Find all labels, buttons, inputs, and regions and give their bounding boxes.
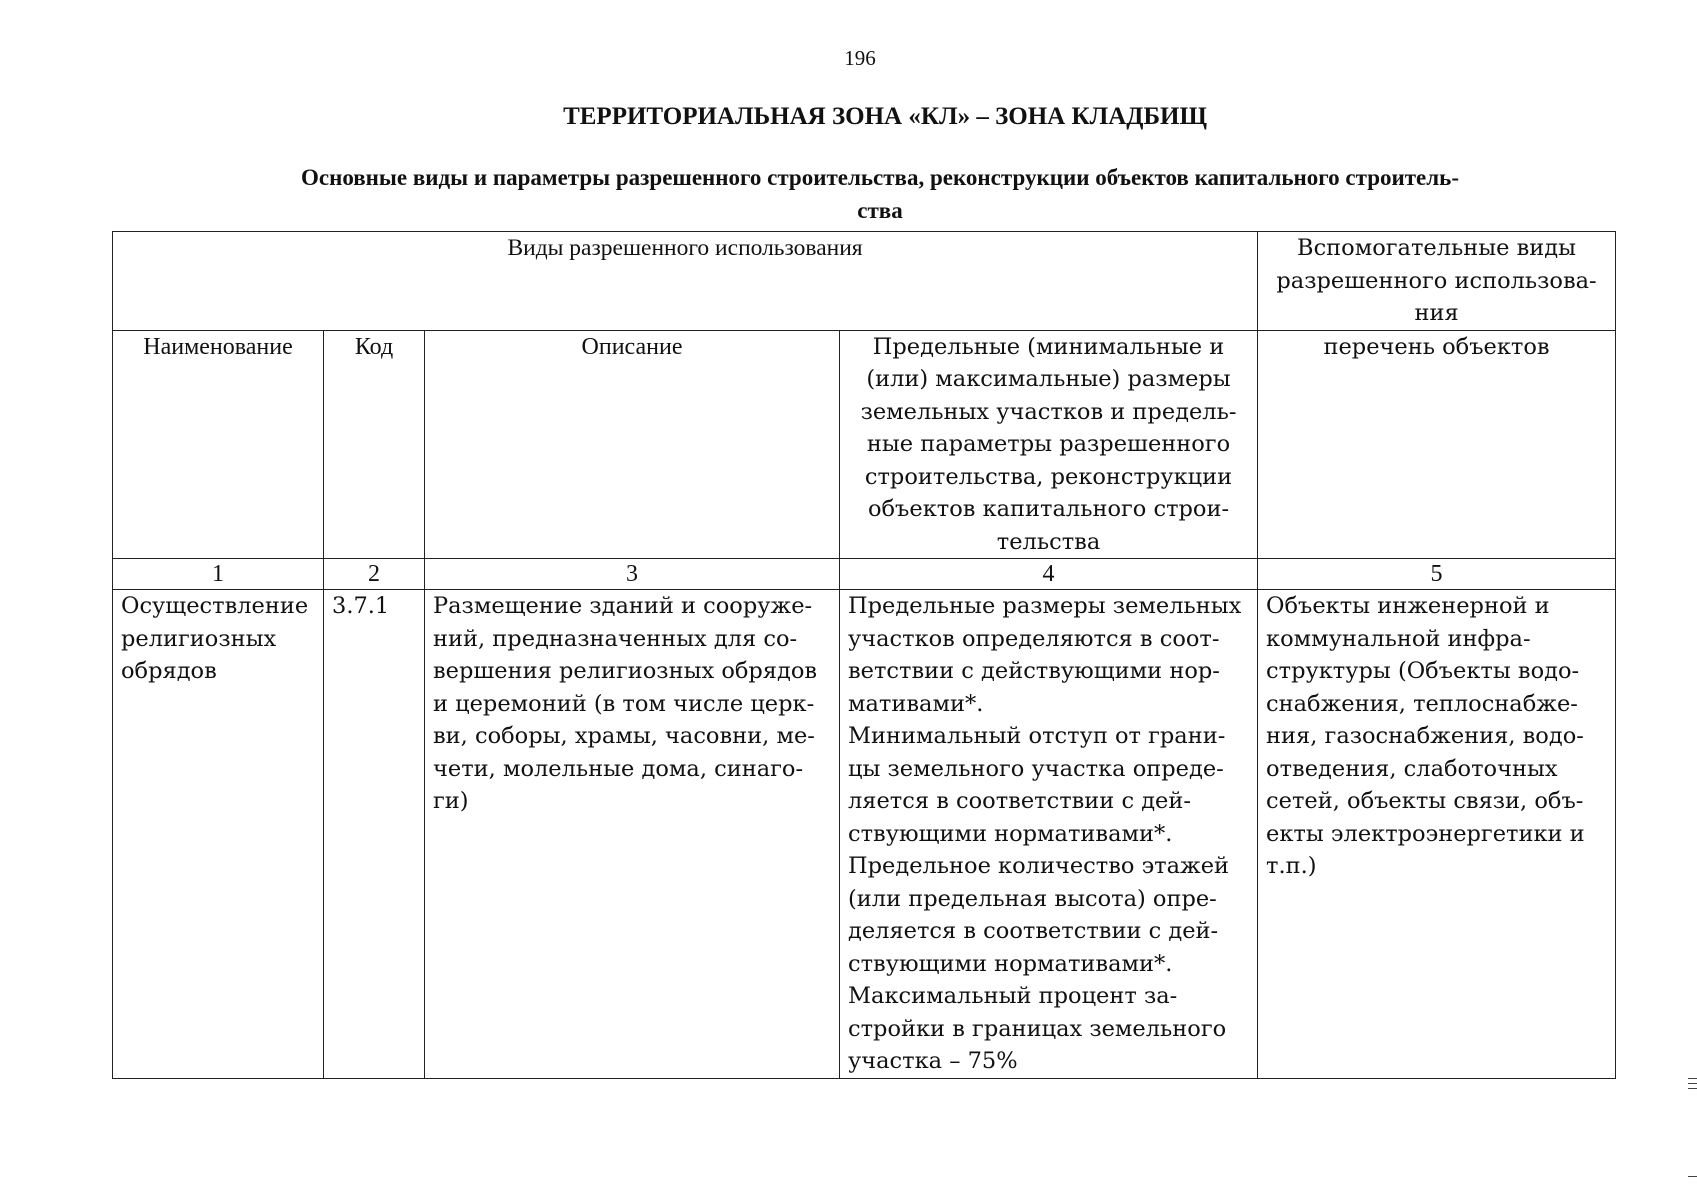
scan-edge-mark bbox=[1688, 1088, 1697, 1089]
group-header-row bbox=[113, 232, 1616, 331]
column-header-limits-line-4: ные параметры разрешенного bbox=[866, 431, 1231, 457]
column-header-limits-line-6: объектов капитального строи- bbox=[867, 496, 1230, 522]
cell-description-line: ги) bbox=[433, 788, 469, 814]
column-header-limits-line-7: тельства bbox=[996, 528, 1101, 555]
scan-edge-mark bbox=[1688, 1078, 1697, 1079]
column-number: 1 bbox=[113, 559, 324, 590]
cell-description-line: Размещение зданий и сооруже- bbox=[433, 593, 813, 619]
cell-limits-line: Предельные размеры земельных bbox=[848, 593, 1242, 619]
scan-edge-mark bbox=[1688, 1083, 1697, 1084]
cell-objects-line: екты электроэнергетики и bbox=[1266, 820, 1585, 847]
column-header-code: Код bbox=[324, 330, 425, 559]
cell-code: 3.7.1 bbox=[324, 590, 425, 1079]
cell-objects-line: коммунальной инфра- bbox=[1266, 625, 1531, 652]
cell-description-line: чети, молельные дома, синаго- bbox=[433, 755, 804, 782]
column-header-limits-line-3: земельных участков и предель- bbox=[860, 398, 1237, 425]
cell-objects bbox=[1258, 590, 1616, 1079]
column-header-objects: перечень объектов bbox=[1258, 330, 1616, 559]
cell-limits-line: ляется в соответствии с дей- bbox=[848, 788, 1191, 814]
group-header-auxiliary-line-2: разрешенного использова- bbox=[1276, 267, 1597, 294]
cell-limits-line: (или предельная высота) опре- bbox=[848, 885, 1217, 912]
column-header-limits bbox=[840, 330, 1258, 559]
section-title-line-1: Основные виды и параметры разрешенного строительства, реконструкции объектов капитального строитель- bbox=[300, 165, 1459, 190]
cell-limits-line: участков определяются в соот- bbox=[848, 625, 1220, 652]
column-number-row bbox=[113, 559, 1616, 590]
group-header-auxiliary-line-1: Вспомогательные виды bbox=[1297, 235, 1577, 261]
group-header-main: Виды разрешенного использования bbox=[113, 232, 1258, 331]
cell-objects-line: Объекты инженерной и bbox=[1266, 593, 1550, 619]
cell-name-line: Осуществление bbox=[121, 593, 309, 619]
section-title-line-2: ства bbox=[857, 198, 903, 223]
cell-name-line: религиозных bbox=[121, 625, 277, 652]
cell-objects-line: снабжения, теплоснабже- bbox=[1266, 690, 1578, 717]
cell-objects-line: т.п.) bbox=[1266, 853, 1317, 879]
cell-description-line: и церемоний (в том числе церк- bbox=[433, 690, 815, 717]
cell-objects-line: структуры (Объекты водо- bbox=[1266, 658, 1580, 684]
column-number: 2 bbox=[324, 559, 425, 590]
column-number: 5 bbox=[1258, 559, 1616, 590]
cell-limits bbox=[840, 590, 1258, 1079]
section-title bbox=[160, 161, 1600, 227]
page-number: 196 bbox=[844, 46, 876, 70]
cell-objects-line: отведения, слаботочных bbox=[1266, 755, 1558, 782]
cell-limits-line: Максимальный процент за- bbox=[848, 983, 1178, 1009]
cell-limits-line: Предельное количество этажей bbox=[848, 853, 1230, 879]
column-header-row bbox=[113, 330, 1616, 559]
cell-limits-line: ветствии с действующими нор- bbox=[848, 658, 1220, 684]
permitted-use-table bbox=[112, 231, 1616, 1079]
column-header-description: Описание bbox=[425, 330, 840, 559]
cell-limits-line: цы земельного участка опреде- bbox=[848, 755, 1224, 782]
cell-name-line: обрядов bbox=[121, 658, 217, 684]
cell-description-line: вершения религиозных обрядов bbox=[433, 658, 818, 684]
zone-title: ТЕРРИТОРИАЛЬНАЯ ЗОНА «КЛ» – ЗОНА КЛАДБИЩ bbox=[563, 103, 1207, 130]
column-header-limits-line-2: (или) максимальные) размеры bbox=[866, 366, 1231, 392]
cell-limits-line: Минимальный отступ от грани- bbox=[848, 723, 1226, 749]
cell-limits-line: деляется в соответствии с дей- bbox=[848, 918, 1219, 944]
cell-description-line: ви, соборы, храмы, часовни, ме- bbox=[433, 723, 815, 749]
cell-limits-line: ствующими нормативами*. bbox=[848, 950, 1173, 977]
cell-limits-line: мативами*. bbox=[848, 690, 984, 717]
cell-limits-line: стройки в границах земельного bbox=[848, 1015, 1227, 1042]
column-number: 4 bbox=[840, 559, 1258, 590]
column-header-limits-line-1: Предельные (минимальные и bbox=[872, 333, 1225, 360]
cell-name bbox=[113, 590, 324, 1079]
group-header-auxiliary bbox=[1258, 232, 1616, 331]
cell-description bbox=[425, 590, 840, 1079]
scan-edge-mark bbox=[1688, 1176, 1697, 1177]
group-header-auxiliary-line-3: ния bbox=[1414, 300, 1459, 326]
cell-description-line: ний, предназначенных для со- bbox=[433, 625, 798, 652]
column-header-limits-line-5: строительства, реконструкции bbox=[864, 463, 1233, 490]
cell-limits-line: ствующими нормативами*. bbox=[848, 820, 1173, 847]
cell-objects-line: ния, газоснабжения, водо- bbox=[1266, 723, 1584, 749]
cell-objects-line: сетей, объекты связи, объ- bbox=[1266, 788, 1584, 814]
cell-limits-line: участка – 75% bbox=[848, 1048, 1018, 1074]
column-number: 3 bbox=[425, 559, 840, 590]
table-row bbox=[113, 590, 1616, 1079]
column-header-name: Наименование bbox=[113, 330, 324, 559]
